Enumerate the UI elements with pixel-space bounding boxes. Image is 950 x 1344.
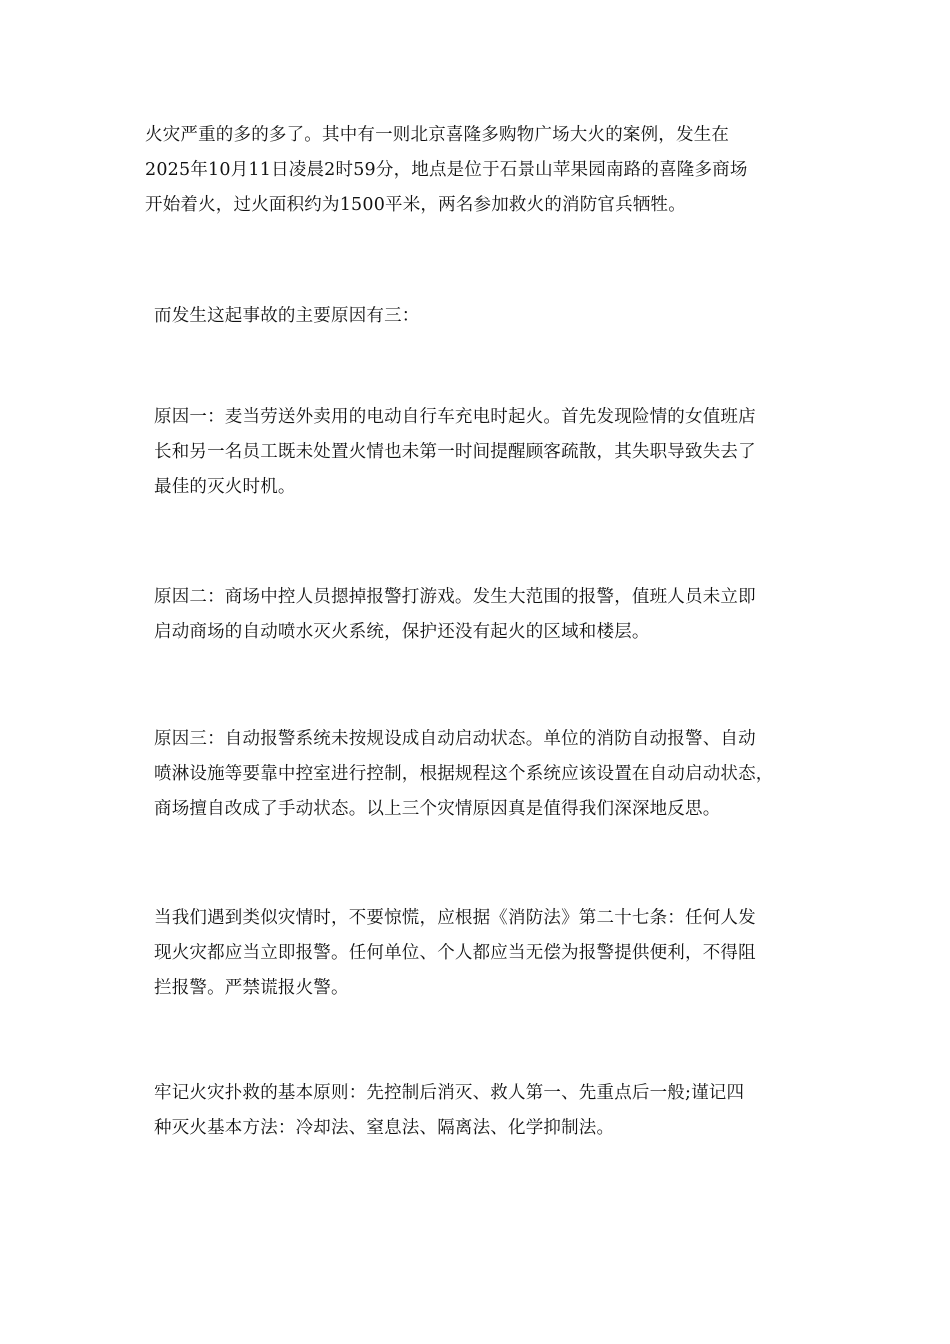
- text-line: 种灭火基本方法：冷却法、窒息法、隔离法、化学抑制法。: [154, 1118, 615, 1138]
- text-line: 长和另一名员工既未处置火情也未第一时间提醒顾客疏散，其失职导致失去了: [154, 442, 756, 462]
- text-line: 原因二：商场中控人员摁掉报警打游戏。发生大范围的报警，值班人员未立即: [154, 587, 756, 607]
- text-line: 牢记火灾扑救的基本原则：先控制后消灭、救人第一、先重点后一般;谨记四: [154, 1083, 745, 1103]
- paragraph-fire-law: [145, 901, 810, 1006]
- paragraph-causes-heading: [145, 299, 810, 334]
- paragraph-case-intro: [145, 118, 810, 223]
- paragraph-firefighting-principles: [145, 1076, 810, 1146]
- paragraph-cause-two: [145, 580, 810, 650]
- text-line: 最佳的灭火时机。: [154, 477, 296, 497]
- text-line: 商场擅自改成了手动状态。以上三个灾情原因真是值得我们深深地反思。: [154, 799, 721, 819]
- text-line: 而发生这起事故的主要原因有三：: [154, 306, 420, 326]
- text-line: 喷淋设施等要靠中控室进行控制，根据规程这个系统应该设置在自动启动状态，: [154, 764, 774, 784]
- paragraph-cause-three: [145, 722, 810, 827]
- text-line: 开始着火，过火面积约为1500平米，两名参加救火的消防官兵牺牲。: [145, 195, 686, 215]
- text-line: 现火灾都应当立即报警。任何单位、个人都应当无偿为报警提供便利，不得阻: [154, 943, 756, 963]
- text-line: 启动商场的自动喷水灭火系统，保护还没有起火的区域和楼层。: [154, 622, 650, 642]
- text-line: 原因一：麦当劳送外卖用的电动自行车充电时起火。首先发现险情的女值班店: [154, 407, 756, 427]
- text-line: 2025年10月11日凌晨2时59分，地点是位于石景山苹果园南路的喜隆多商场: [145, 160, 748, 180]
- text-line: 原因三：自动报警系统未按规设成自动启动状态。单位的消防自动报警、自动: [154, 729, 756, 749]
- text-line: 火灾严重的多的多了。其中有一则北京喜隆多购物广场大火的案例，发生在: [145, 125, 730, 145]
- text-line: 拦报警。严禁谎报火警。: [154, 978, 349, 998]
- paragraph-cause-one: [145, 400, 810, 505]
- text-line: 当我们遇到类似灾情时，不要惊慌，应根据《消防法》第二十七条：任何人发: [154, 908, 756, 928]
